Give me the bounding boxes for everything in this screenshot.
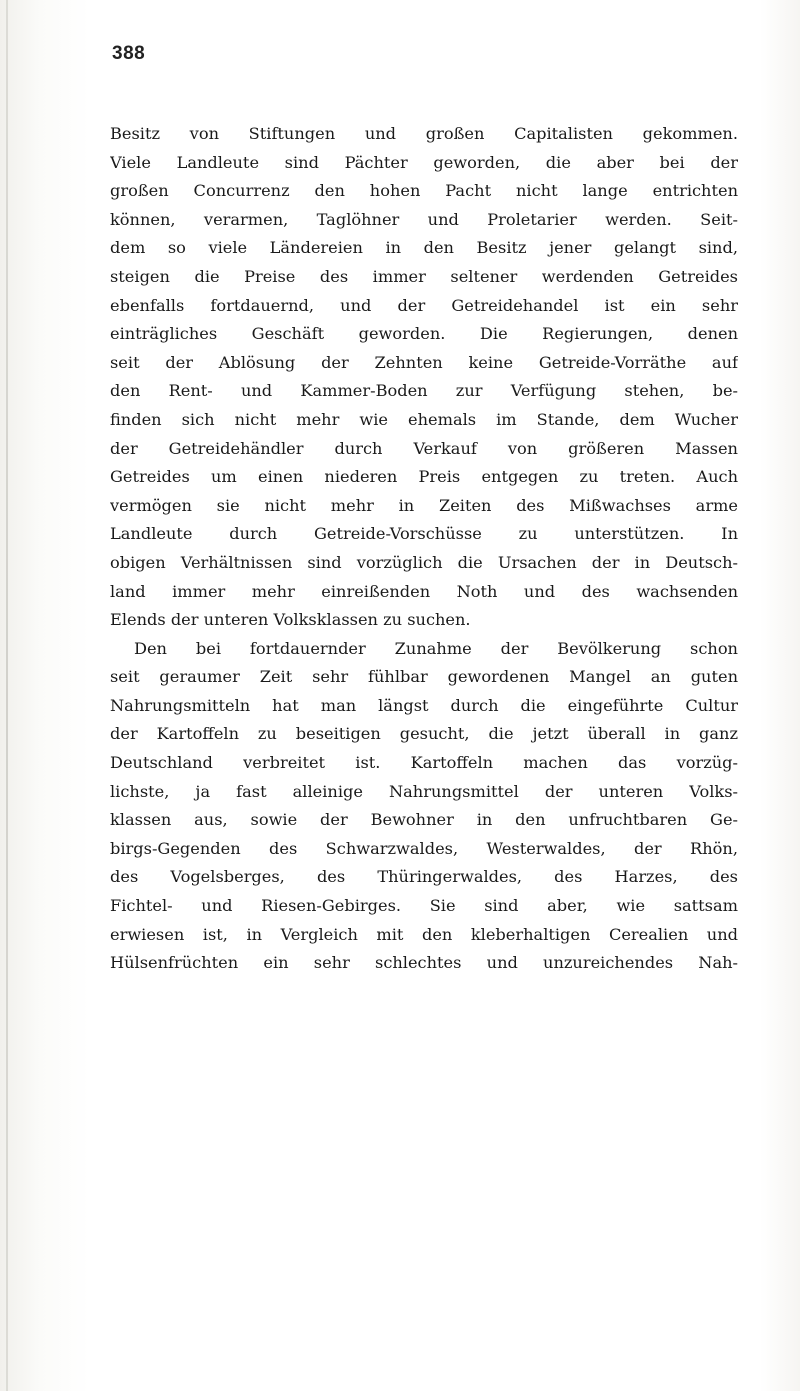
text-line: steigen die Preise des immer seltener werdenden Getreides — [110, 266, 738, 286]
binding-gutter — [6, 0, 8, 1391]
text-line: Landleute durch Getreide-Vorschüsse zu unterstützen. In — [110, 524, 738, 544]
text-line: Viele Landleute sind Pächter geworden, die aber bei der — [110, 152, 738, 172]
text-line: land immer mehr einreißenden Noth und des wachsenden — [110, 581, 738, 601]
text-line: Elends der unteren Volksklassen zu suchen. — [110, 610, 471, 630]
text-line: großen Concurrenz den hohen Pacht nicht lange entrichten — [110, 181, 738, 201]
text-line: erwiesen ist, in Vergleich mit den kleberhaltigen Cerealien und — [110, 924, 738, 944]
text-line: können, verarmen, Taglöhner und Proletarier werden. Seit- — [110, 209, 738, 229]
text-line: Hülsenfrüchten ein sehr schlechtes und unzureichendes Nah- — [110, 953, 738, 973]
text-line: Getreides um einen niederen Preis entgegen zu treten. Auch — [110, 467, 738, 487]
text-line: finden sich nicht mehr wie ehemals im Stande, dem Wucher — [110, 409, 738, 429]
text-line: Den bei fortdauernder Zunahme der Bevölkerung schon — [134, 638, 738, 658]
text-line: seit geraumer Zeit sehr fühlbar gewordenen Mangel an guten — [110, 667, 738, 687]
text-line: obigen Verhältnissen sind vorzüglich die Ursachen der in Deutsch- — [110, 552, 738, 572]
text-line: einträgliches Geschäft geworden. Die Regierungen, denen — [110, 324, 738, 344]
text-line: den Rent- und Kammer-Boden zur Verfügung stehen, be- — [110, 381, 738, 401]
text-line: ebenfalls fortdauernd, und der Getreidehandel ist ein sehr — [110, 295, 738, 315]
text-line: seit der Ablösung der Zehnten keine Getreide-Vorräthe auf — [110, 352, 738, 372]
text-line: klassen aus, sowie der Bewohner in den unfruchtbaren Ge- — [110, 810, 738, 830]
text-line: lichste, ja fast alleinige Nahrungsmittel der unteren Volks- — [110, 781, 738, 801]
text-line: Besitz von Stiftungen und großen Capitalisten gekommen. — [110, 124, 738, 143]
text-line: birgs-Gegenden des Schwarzwaldes, Westerwaldes, der Rhön, — [110, 838, 738, 858]
text-line: Nahrungsmitteln hat man längst durch die eingeführte Cultur — [110, 695, 738, 715]
text-line: der Kartoffeln zu beseitigen gesucht, die jetzt überall in ganz — [110, 724, 738, 744]
text-line: Deutschland verbreitet ist. Kartoffeln machen das vorzüg- — [110, 753, 738, 773]
text-line: Fichtel- und Riesen-Gebirges. Sie sind aber, wie sattsam — [110, 896, 738, 916]
body-text — [110, 120, 738, 978]
text-line: vermögen sie nicht mehr in Zeiten des Mißwachses arme — [110, 495, 738, 515]
text-line: der Getreidehändler durch Verkauf von größeren Massen — [110, 438, 738, 458]
text-line: dem so viele Ländereien in den Besitz jener gelangt sind, — [110, 238, 738, 258]
text-line: des Vogelsberges, des Thüringerwaldes, des Harzes, des — [110, 867, 738, 887]
page-number: 388 — [112, 43, 146, 64]
